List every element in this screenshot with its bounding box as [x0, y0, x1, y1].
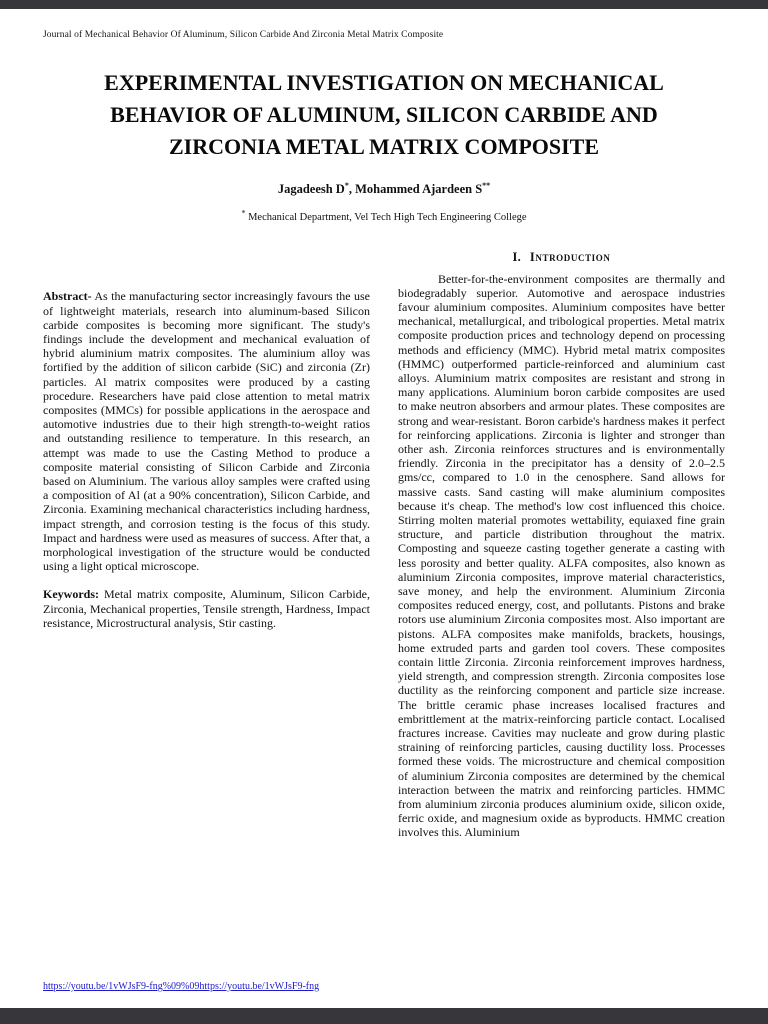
introduction-heading — [398, 250, 725, 264]
section-number: I. — [512, 250, 521, 265]
keywords-text: Metal matrix composite, Aluminum, Silicon Carbide, Zirconia, Mechanical properties, Tensile strength, Hardness, Impact resistance, Microstructural analysis, Stir casting. — [43, 587, 370, 630]
paper-page — [0, 9, 768, 1008]
footer — [43, 981, 319, 992]
author-1: Jagadeesh D — [277, 182, 345, 197]
author-separator: , — [348, 182, 356, 197]
paper-title — [43, 67, 725, 163]
abstract-paragraph — [43, 289, 370, 573]
keywords-paragraph — [43, 587, 370, 630]
affiliation-mark: * — [241, 208, 246, 218]
paper-title-line-2: BEHAVIOR OF ALUMINUM, SILICON CARBIDE AND — [110, 102, 658, 128]
paper-title-line-1: EXPERIMENTAL INVESTIGATION ON MECHANICAL — [104, 70, 664, 95]
affiliation-text: Mechanical Department, Vel Tech High Tech Engineering College — [245, 212, 527, 224]
journal-running-head: Journal of Mechanical Behavior Of Aluminum, Silicon Carbide And Zirconia Metal Matrix Composite — [43, 30, 444, 40]
youtube-link[interactable]: https://youtu.be/1vWJsF9-fng%09%09https://youtu.be/1vWJsF9-fng — [43, 981, 320, 992]
left-column — [43, 250, 370, 839]
author-2: Mohammed Ajardeen S — [355, 182, 483, 197]
section-title: Introduction — [529, 250, 611, 265]
introduction-paragraph: Better-for-the-environment composites are thermally and biodegradably superior. Automotive and aerospace industries favour aluminium composites. Aluminium composites have better mechanical, metallurgical, and tribological properties. Metal matrix composite production prices and technology depend on processing methods and efficiency (MMC). Hybrid metal matrix composites (HMMC) outperformed particle-reinforced and aluminium cast alloys. Aluminium matrix composites are resistant and strong in many applications. Aluminium boron carbide composites are used to make neutron absorbers and armour plates. These composites are strong and wear-resistant. Boron carbide's hardness makes it perfect for reinforcing applications. Zirconia is lighter and stronger than other ash. Zirconia reinforces structures and is environmentally friendly. Zirconia in the precipitator has a density of 2.0–2.5 gms/cc, compared to 1.0 in the cenosphere. Sand allows for massive casts. Sand casting will make aluminium composites because it's cheap. The method's low cost influenced this choice. Stirring molten material promotes wettability, equiaxed fine grain structure, and particle distribution throughout the matrix. Composting and squeeze casting together generate a casting with less porosity and better quality. ALFA composites, also known as aluminium Zirconia composites, improve material characteristics, save money, and help the environment. Aluminium Zirconia composites reduced energy, cost, and pollutants. Pistons and brake rotors use aluminium Zirconia composites most. Also important are pistons. ALFA composites make manifolds, brackets, housings, home extruded parts and garden tool covers. These composites contain little Zirconia. Zirconia reinforcement improves hardness, yield strength, and compression strength. Zirconia composites lose ductility as the reinforcing component and particle size increase. The brittle ceramic phase increases localised fractures and embrittlement at the matrix-reinforcing particle contact. Localised fractures increase. Cavities may nucleate and grow during plastic straining of reinforcing particles, causing ductility loss. Processes formed these voids. The microstructure and chemical composition of aluminium Zirconia composites are determined by the chemical interaction between the matrix and reinforcing particles. HMMC from aluminium zirconia produces aluminium oxide, silicon oxide, ferric oxide, and magnesium oxide as byproducts. HMMC creation involves this. Aluminium — [398, 271, 725, 840]
author-2-affiliation-mark: ** — [482, 181, 491, 191]
abstract-label: Abstract- — [43, 289, 92, 304]
affiliation-line — [43, 208, 725, 224]
right-column — [398, 250, 725, 839]
author-1-affiliation-mark: * — [344, 181, 349, 191]
authors-line — [43, 182, 725, 197]
keywords-label: Keywords: — [43, 587, 99, 602]
paper-title-line-3: ZIRCONIA METAL MATRIX COMPOSITE — [168, 134, 600, 160]
two-column-body — [43, 250, 725, 839]
abstract-text: As the manufacturing sector increasingly favours the use of lightweight materials, research into aluminum-based Silicon carbide composites is becoming more significant. The study's findings include the development and mechanical evaluation of hybrid aluminium matrix composites. The aluminium alloy was fortified by the addition of silicon carbide (SiC) and zirconia (Zr) particles. Al matrix composites were produced by a casting procedure. Researchers have paid close attention to metal matrix composites (MMCs) for possible applications in the aerospace and automotive industries due to their high strength-to-weight ratios and outstanding resilience to temperature. In this research, an attempt was made to use the Casting Method to produce a composite material consisting of Silicon Carbide and Zirconia based on Aluminium. The various alloy samples were crafted using a composition of Al (at a 90% concentration), Silicon Carbide, and Zirconia. Examining mechanical characteristics including hardness, impact strength, and corrosion testing is the focus of this study. Impact and hardness were used as measures of success. After that, a morphological investigation of the structure would be conducted using a light optical microscope. — [43, 289, 370, 574]
